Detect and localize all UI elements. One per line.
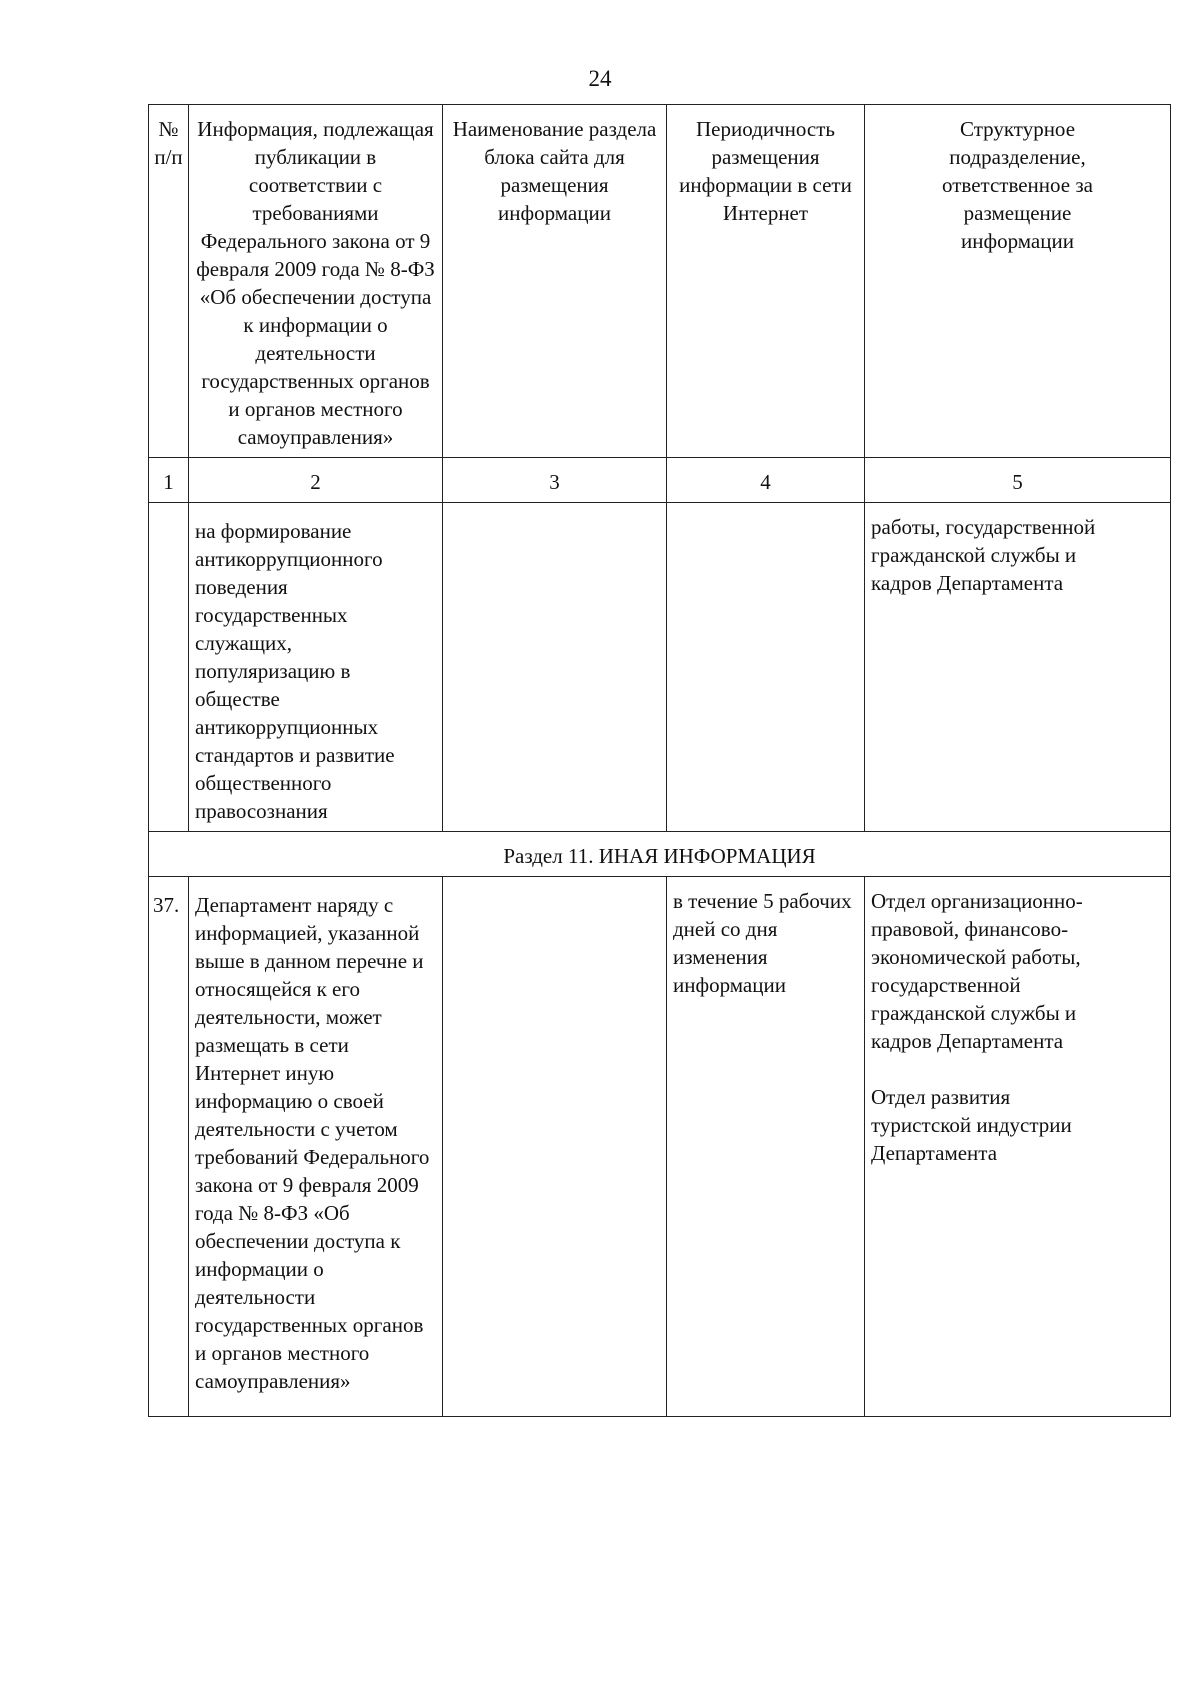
column-number-3: 3 (443, 458, 667, 503)
section-title: Раздел 11. ИНАЯ ИНФОРМАЦИЯ (149, 832, 1171, 877)
header-periodicity: Периодичность размещения информации в сети Интернет (667, 105, 865, 458)
row-37-unit-1: Отдел организационно-правовой, финансово-экономической работы, государственной гражданской службы и кадров Департамента (871, 889, 1083, 1053)
row-periodicity (667, 503, 865, 832)
header-responsible-unit: Структурное подразделение, ответственное за размещение информации (865, 105, 1171, 458)
row-37-unit-2: Отдел развития туристской индустрии Департамента (871, 1085, 1072, 1165)
unit-spacer (871, 1055, 1090, 1083)
column-number-1: 1 (149, 458, 189, 503)
column-number-2: 2 (189, 458, 443, 503)
column-number-row (149, 458, 1171, 503)
row-37-responsible-unit (865, 877, 1171, 1417)
header-information: Информация, подлежащая публикации в соответствии с требованиями Федерального закона от 9 февраля 2009 года № 8-ФЗ «Об обеспечении доступа к информации о деятельности государственных органов и органов местного самоуправления» (189, 105, 443, 458)
column-number-4: 4 (667, 458, 865, 503)
row-site-section (443, 503, 667, 832)
row-information: на формирование антикоррупционного поведения государственных служащих, популяризацию в обществе антикоррупционных стандартов и развитие общественного правосознания (189, 503, 443, 832)
header-number: № п/п (149, 105, 189, 458)
row-responsible-unit: работы, государственной гражданской службы и кадров Департамента (865, 503, 1171, 832)
table-row-37 (149, 877, 1171, 1417)
row-37-site-section (443, 877, 667, 1417)
row-number (149, 503, 189, 832)
row-37-periodicity: в течение 5 рабочих дней со дня изменения информации (667, 877, 865, 1417)
section-row (149, 832, 1171, 877)
column-number-5: 5 (865, 458, 1171, 503)
table-header-row (149, 105, 1171, 458)
page-number: 24 (588, 66, 612, 91)
row-37-number: 37. (149, 877, 189, 1417)
table-row-continued (149, 503, 1171, 832)
publication-table (148, 104, 1171, 1417)
header-site-section: Наименование раздела блока сайта для размещения информации (443, 105, 667, 458)
row-37-information: Департамент наряду с информацией, указанной выше в данном перечне и относящейся к его деятельности, может размещать в сети Интернет иную информацию о своей деятельности с учетом требований Федерального закона от 9 февраля 2009 года № 8-ФЗ «Об обеспечении доступа к информации о деятельности государственных органов и органов местного самоуправления» (189, 877, 443, 1417)
